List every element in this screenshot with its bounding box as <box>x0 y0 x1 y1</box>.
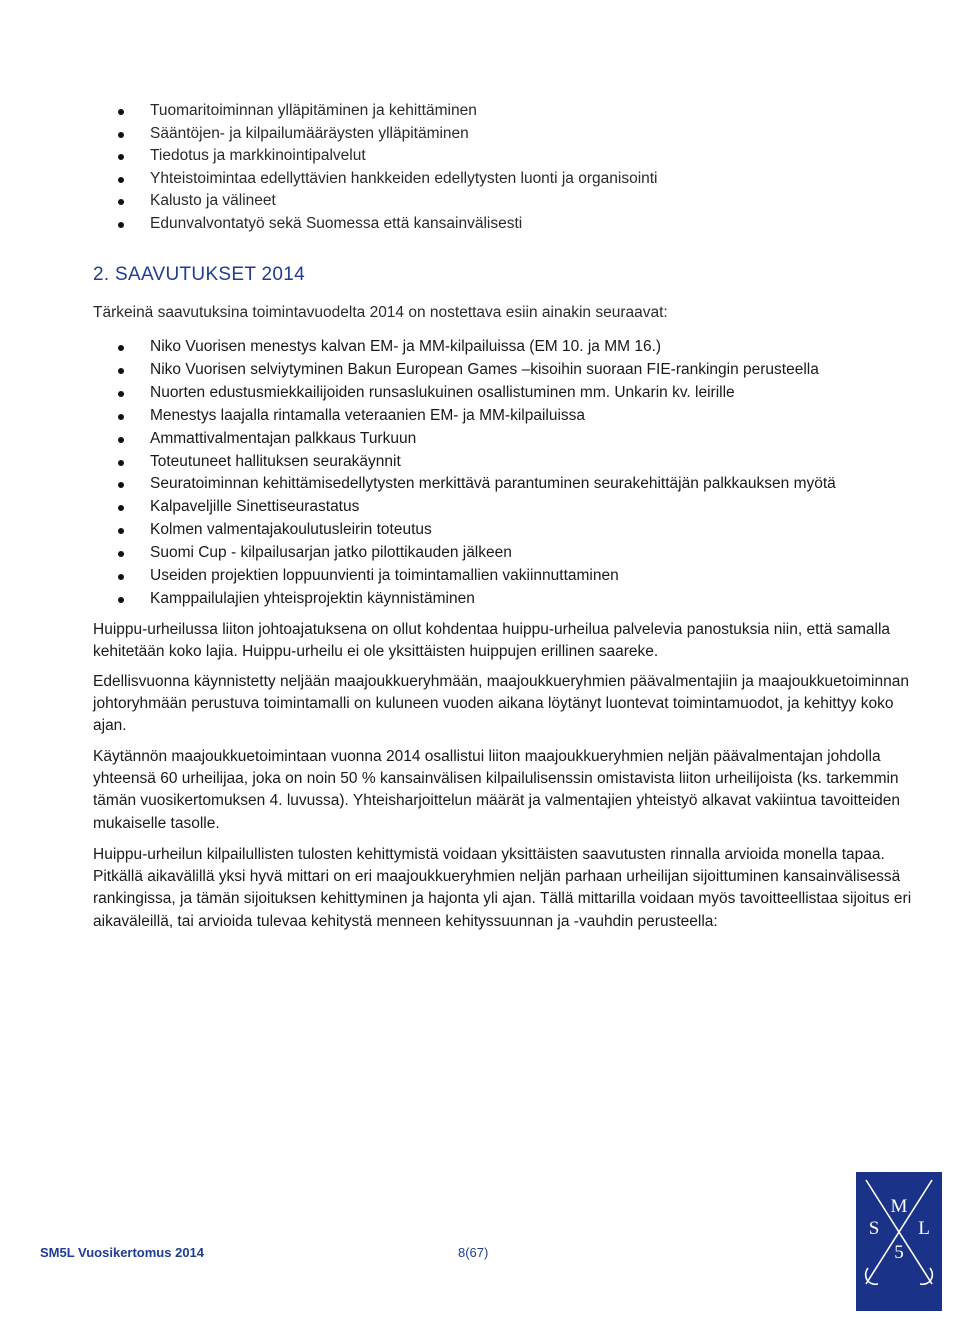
list-item: Useiden projektien loppuunvienti ja toimintamallien vakiinnuttaminen <box>118 565 836 588</box>
list-item: Yhteistoimintaa edellyttävien hankkeiden edellytysten luonti ja organisointi <box>118 168 658 191</box>
list-item: Kalusto ja välineet <box>118 190 658 213</box>
list-item: Toteutuneet hallituksen seurakäynnit <box>118 451 836 474</box>
list-item: Kolmen valmentajakoulutusleirin toteutus <box>118 519 836 542</box>
duties-list <box>118 100 658 236</box>
paragraph: Huippu-urheilun kilpailullisten tulosten kehittymistä voidaan yksittäisten saavutusten rinnalla arvioida monella tapaa. Pitkällä aikavälillä yksi hyvä mittari on eri maajoukkueryhmien neljän parhaan urheilijan sijoittuminen kansainvälisessä rankingissa, ja tämän sijoituksen kehittyminen ja hajonta yli ajan. Tällä mittarilla voidaan myös tavoitteellistaa sijoitus eri aikaväleillä, tai arvioida tulevaa kehitystä menneen kehityssuunnan ja -vauhdin perusteella: <box>93 846 912 930</box>
list-item: Sääntöjen- ja kilpailumääräysten ylläpitäminen <box>118 123 658 146</box>
list-item: Kalpaveljille Sinettiseurastatus <box>118 496 836 519</box>
logo-letter-m: M <box>890 1196 908 1217</box>
list-item: Nuorten edustusmiekkailijoiden runsaslukuinen osallistuminen mm. Unkarin kv. leirille <box>118 382 836 405</box>
list-item: Menestys laajalla rintamalla veteraanien EM- ja MM-kilpailuissa <box>118 405 836 428</box>
section-intro: Tärkeinä saavutuksina toimintavuodelta 2014 on nostettava esiin ainakin seuraavat: <box>93 304 668 321</box>
page-number: 8(67) <box>458 1245 489 1260</box>
logo-letter-l: L <box>918 1218 930 1239</box>
list-item: Seuratoiminnan kehittämisedellytysten merkittävä parantuminen seurakehittäjän palkkauksen myötä <box>118 473 836 496</box>
achievements-list <box>118 336 836 611</box>
logo-number-5: 5 <box>894 1242 904 1263</box>
crossed-swords-icon <box>856 1172 942 1311</box>
list-item: Niko Vuorisen menestys kalvan EM- ja MM-kilpailuissa (EM 10. ja MM 16.) <box>118 336 836 359</box>
list-item: Suomi Cup - kilpailusarjan jatko pilottikauden jälkeen <box>118 542 836 565</box>
list-item: Niko Vuorisen selviytyminen Bakun European Games –kisoihin suoraan FIE-rankingin perusteella <box>118 359 836 382</box>
logo-letter-s: S <box>868 1218 880 1239</box>
paragraph: Edellisvuonna käynnistetty neljään maajoukkueryhmään, maajoukkueryhmien päävalmentajiin ja maajoukkuetoiminnan johtoryhmään perustuva toimintamalli on kuluneen vuoden aikana löytänyt luontevat toimintamuodot, ja kehittyy koko ajan. <box>93 673 909 735</box>
footer-title: SM5L Vuosikertomus 2014 <box>40 1245 205 1260</box>
list-item: Edunvalvontatyö sekä Suomessa että kansainvälisesti <box>118 213 658 236</box>
list-item: Ammattivalmentajan palkkaus Turkuun <box>118 428 836 451</box>
federation-logo <box>856 1172 942 1311</box>
section-heading: 2. SAAVUTUKSET 2014 <box>93 264 305 285</box>
paragraph: Huippu-urheilussa liiton johtoajatuksena on ollut kohdentaa huippu-urheilua palvelevia panostuksia niin, että samalla kehitetään koko lajia. Huippu-urheilu ei ole yksittäisten huippujen erillinen saareke. <box>93 621 891 661</box>
paragraph: Käytännön maajoukkuetoimintaan vuonna 2014 osallistui liiton maajoukkueryhmien neljän päävalmentajan johdolla yhteensä 60 urheilijaa, joka on noin 50 % kansainvälisen kilpailulisenssin omistavista liiton urheilijoista (ks. tarkemmin tämän vuosikertomuksen 4. luvussa). Yhteisharjoittelun määrät ja valmentajien yhteistyö alkavat vakiintua tavoitteiden mukaiselle tasolle. <box>93 748 900 832</box>
list-item: Tiedotus ja markkinointipalvelut <box>118 145 658 168</box>
list-item: Tuomaritoiminnan ylläpitäminen ja kehittäminen <box>118 100 658 123</box>
list-item: Kamppailulajien yhteisprojektin käynnistäminen <box>118 588 836 611</box>
